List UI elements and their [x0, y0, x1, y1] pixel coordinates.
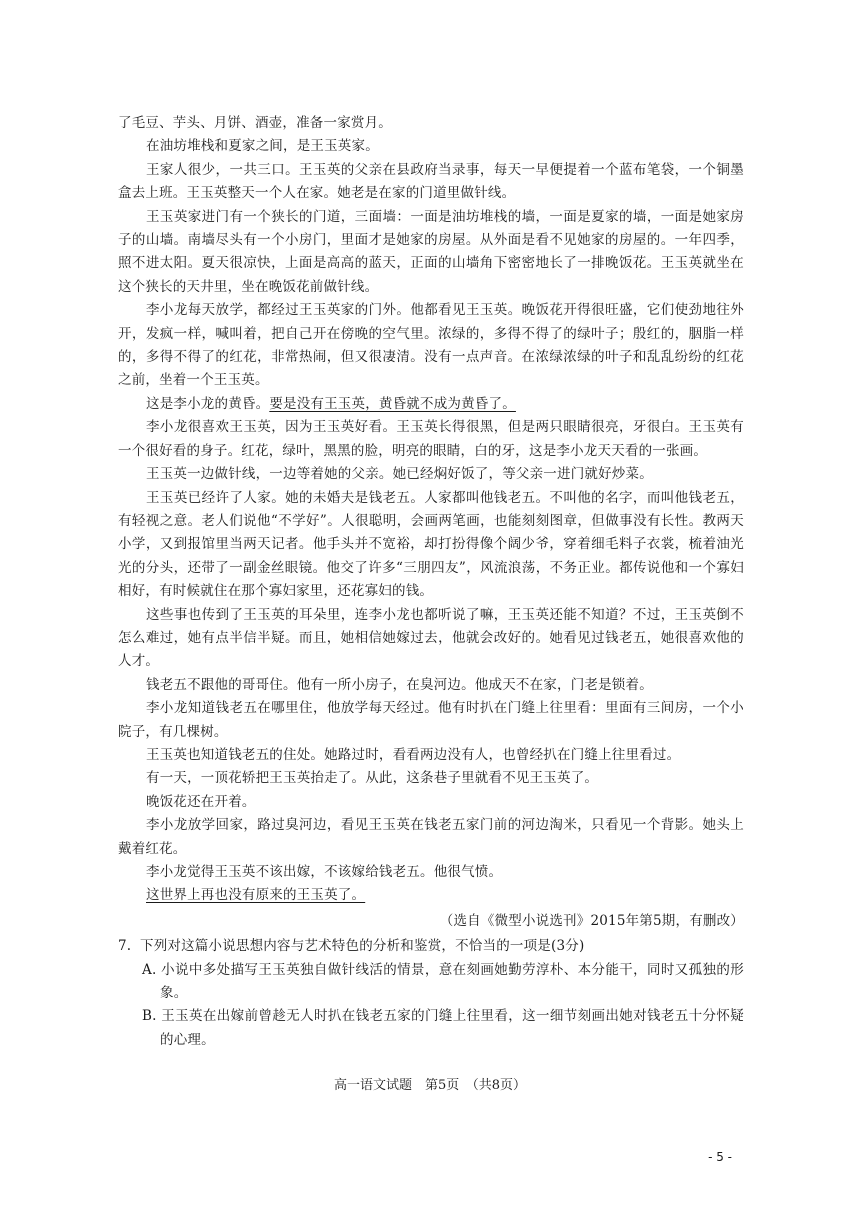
source-citation: （选自《微型小说选刊》2015年第5期，有删改） — [439, 912, 744, 929]
story-paragraph: 李小龙每天放学，都经过王玉英家的门外。他都看见王玉英。晚饭花开得很旺盛，它们使劲地往外开，发疯一样，喊叫着，把自己开在傍晚的空气里。浓绿的，多得不得了的绿叶子；殷红的，胭脂一样的，多得不得了的红花，非常热闹，但又很凄清。没有一点声音。在浓绿浓绿的叶子和乱乱纷纷的红花之前，坐着一个王玉英。 — [118, 302, 744, 389]
underlined-sentence: 这世界上再也没有原来的王玉英了。 — [146, 887, 366, 904]
story-text — [118, 112, 744, 1052]
page-number: - 5 - — [708, 1150, 732, 1164]
question-number: 7. — [118, 938, 132, 955]
option-text: 王玉英在出嫁前曾趁无人时扒在钱老五家的门缝上往里看，这一细节刻画出她对钱老五十分怀疑的心理。 — [160, 1008, 744, 1048]
story-paragraph: 这些事也传到了王玉英的耳朵里，连李小龙也都听说了嘛，王玉英还能不知道？不过，王玉英倒不怎么难过，她有点半信半疑。而且，她相信她嫁过去，他就会改好的。她看见过钱老五，她很喜欢他的人才。 — [118, 606, 744, 670]
question-stem — [118, 935, 744, 958]
story-paragraph — [118, 393, 744, 416]
story-paragraph: 钱老五不跟他的哥哥住。他有一所小房子，在臭河边。他成天不在家，门老是锁着。 — [146, 676, 653, 693]
story-paragraph: 晚饭花还在开着。 — [146, 793, 256, 810]
option-label: A. — [142, 961, 157, 978]
option-label: B. — [142, 1008, 157, 1025]
story-paragraph: 李小龙很喜欢王玉英，因为王玉英好看。王玉英长得很黑，但是两只眼睛很亮，牙很白。王玉英有一个很好看的身子。红花，绿叶，黑黑的脸，明亮的眼睛，白的牙，这是李小龙天天看的一张画。 — [118, 419, 744, 459]
story-paragraph: 在油坊堆栈和夏家之间，是王玉英家。 — [146, 138, 379, 155]
story-paragraph — [118, 884, 744, 907]
story-paragraph: 王玉英也知道钱老五的住处。她路过时，看看两边没有人，也曾经扒在门缝上往里看过。 — [146, 746, 681, 763]
story-paragraph: 王玉英已经许了人家。她的未婚夫是钱老五。人家都叫他钱老五。不叫他的名字，而叫他钱老五，有轻视之意。老人们说他“不学好”。人很聪明，会画两笔画，也能刻刻图章，但做事没有长性。教两天小学，又到报馆里当两天记者。他手头并不宽裕，却打扮得像个阔少爷，穿着细毛料子衣裳，梳着油光光的分头，还带了一副金丝眼镜。他交了许多“三朋四友”，风流浪荡，不务正业。都传说他和一个寡妇相好，有时候就住在那个寡妇家里，还花寡妇的钱。 — [118, 489, 744, 600]
story-paragraphs — [118, 112, 744, 908]
page-footer: 高一语文试题 第5页 （共8页） — [333, 1078, 527, 1093]
story-paragraph: 李小龙觉得王玉英不该出嫁，不该嫁给钱老五。他很气愤。 — [146, 864, 503, 880]
underlined-sentence: 要是没有王玉英，黄昏就不成为黄昏了。 — [269, 395, 516, 412]
story-paragraph: 王家人很少，一共三口。王玉英的父亲在县政府当录事，每天一早便提着一个蓝布笔袋，一个铜墨盒去上班。王玉英整天一个人在家。她老是在家的门道里做针线。 — [118, 161, 744, 202]
story-paragraph: 李小龙放学回家，路过臭河边，看见王玉英在钱老五家门前的河边淘米，只看见一个背影。她头上戴着红花。 — [118, 817, 744, 857]
question-stem-text: 下列对这篇小说思想内容与艺术特色的分析和鉴赏，不恰当的一项是(3分) — [140, 938, 585, 955]
story-paragraph: 李小龙知道钱老五在哪里住，他放学每天经过。他有时扒在门缝上往里看：里面有三间房，一个小院子，有几棵树。 — [118, 700, 744, 740]
option-text: 小说中多处描写王玉英独自做针线活的情景，意在刻画她勤劳淳朴、本分能干，同时又孤独的形象。 — [160, 961, 744, 1002]
option-a — [118, 959, 744, 1006]
story-paragraph: 有一天，一顶花轿把王玉英抬走了。从此，这条巷子里就看不见王玉英了。 — [146, 770, 599, 787]
story-paragraph: 了毛豆、芋头、月饼、酒壶，准备一家赏月。 — [118, 115, 392, 131]
option-b — [118, 1005, 744, 1052]
paragraph-text: 这是李小龙的黄昏。 — [146, 395, 270, 412]
story-paragraph: 王玉英一边做针线，一边等着她的父亲。她已经焖好饭了，等父亲一进门就好炒菜。 — [146, 466, 653, 483]
story-paragraph: 王玉英家进门有一个狭长的门道，三面墙：一面是油坊堆栈的墙，一面是夏家的墙，一面是她家房子的山墙。南墙尽头有一个小房门，里面才是她家的房屋。从外面是看不见她家的房屋的。一年四季，照不进太阳。夏天很凉快，上面是高高的蓝天，正面的山墙角下密密地长了一排晚饭花。王玉英就坐在这个狭长的天井里，坐在晚饭花前做针线。 — [118, 208, 744, 295]
